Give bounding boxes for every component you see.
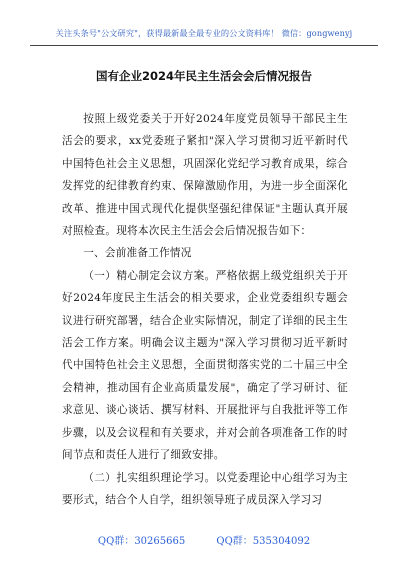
- section-heading: 一、会前准备工作情况: [83, 247, 192, 260]
- header-divider: [30, 45, 378, 46]
- header-note: 关注头条号"公文研究"，获得最新最全最专业的公文资料库！ 微信：gongwenyj: [55, 28, 353, 38]
- intro-paragraph: 按照上级党委关于开好2024年度党员领导干部民主生活会的要求，xx党委班子紧扣"深入学习贯彻习近平新时代中国特色社会主义思想，巩固深化党纪学习教育成果，综合发挥党的纪律教育约束、保障激励作用，为进一步全面深化改革、推进中国式现代化提供坚强纪律保证"主题认真开展对照检查。现将本次民主生活会会后情况报告如下：: [62, 113, 348, 238]
- document-body: [62, 108, 348, 511]
- document-title: 国有企业2024年民主生活会会后情况报告: [95, 69, 312, 83]
- footer-contact: [0, 532, 408, 547]
- footer-qq-group-2: QQ群：535304092: [216, 536, 311, 547]
- footer-qq-group-1: QQ群：30265665: [97, 536, 186, 547]
- body-paragraph: （二）扎实组织理论学习。以党委理论中心组学习为主要形式，结合个人自学，组织领导班子成员深入学习习: [62, 471, 348, 506]
- body-paragraph: （一）精心制定会议方案。严格依据上级党组织关于开好2024年度民主生活会的相关要求，企业党委组织专题会议进行研究部署，结合企业实际情况，制定了详细的民主生活会工作方案。明确会议主题为"深入学习贯彻习近平新时代中国特色社会主义思想，全面贯彻落实党的二十届三中全会精神，推动国有企业高质量发展"，确定了学习研讨、征求意见、谈心谈话、撰写材料、开展批评与自我批评等工作步骤，以及会议程和有关要求，并对会前各项准备工作的时间节点和责任人进行了细致安排。: [62, 269, 348, 462]
